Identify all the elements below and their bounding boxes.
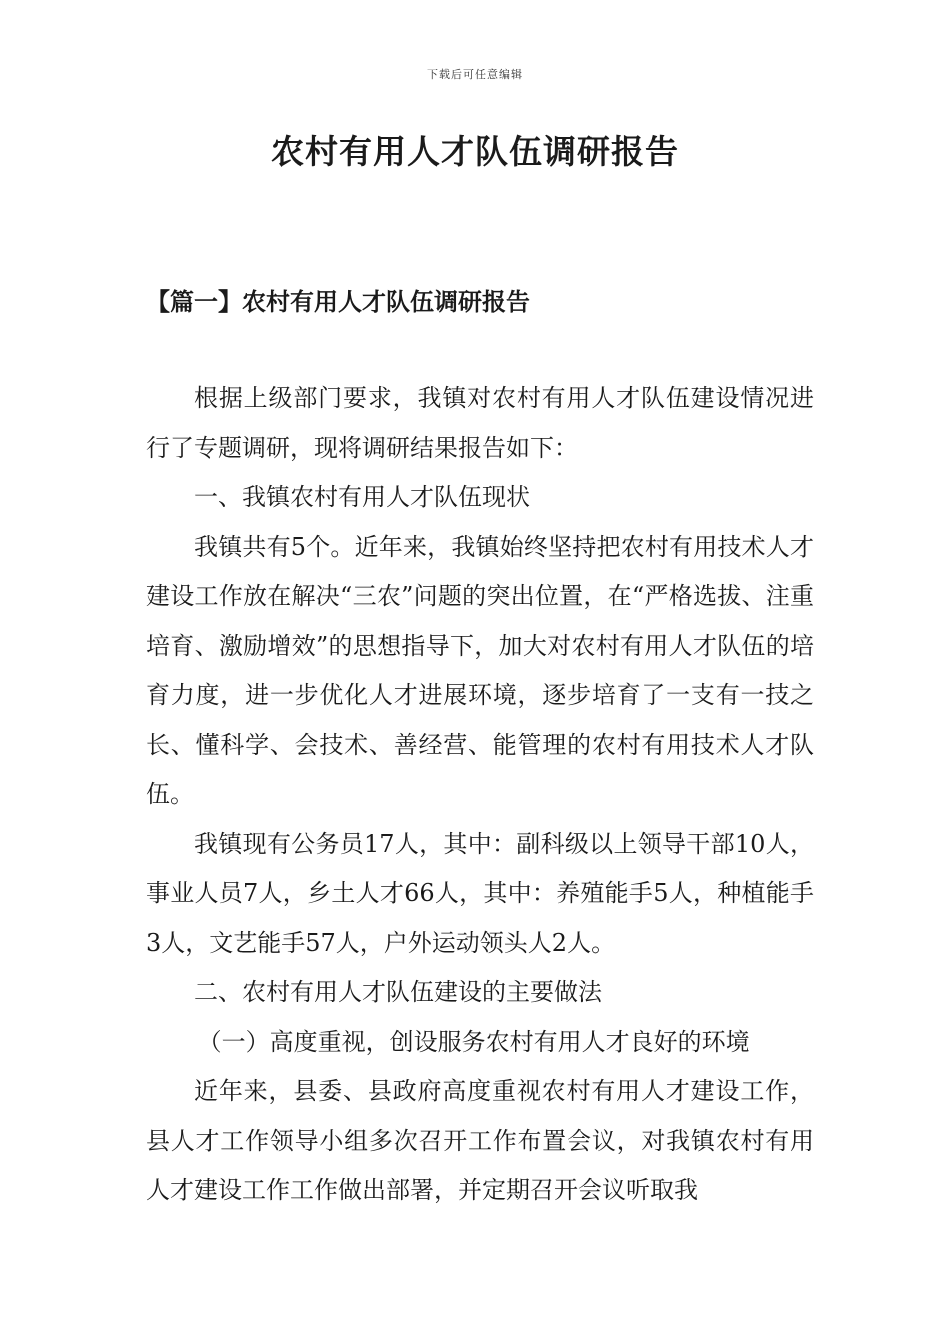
document-body [146, 374, 814, 1216]
paragraph-personnel-counts: 我镇现有公务员17人，其中：副科级以上领导干部10人，事业人员7人，乡土人才66人，其中：养殖能手5人，种植能手3人，文艺能手57人，户外运动领头人2人。 [146, 829, 814, 957]
paragraph-practice-one: 近年来，县委、县政府高度重视农村有用人才建设工作，县人才工作领导小组多次召开工作布置会议，对我镇农村有用人才建设工作工作做出部署，并定期召开会议听取我 [146, 1077, 814, 1204]
paragraph-status-overview: 我镇共有5个。近年来，我镇始终坚持把农村有用技术人才建设工作放在解决“三农”问题的突出位置，在“严格选拔、注重培育、激励增效”的思想指导下，加大对农村有用人才队伍的培育力度，进一步优化人才进展环境，逐步培育了一支有一技之长、懂科学、会技术、善经营、能管理的农村有用技术人才队伍。 [146, 532, 814, 808]
document-title: 农村有用人才队伍调研报告 [271, 132, 679, 171]
heading-main-practices: 二、农村有用人才队伍建设的主要做法 [194, 978, 602, 1006]
section-heading: 【篇一】农村有用人才队伍调研报告 [146, 287, 530, 316]
header-note: 下载后可任意编辑 [427, 68, 523, 81]
paragraph-intro: 根据上级部门要求，我镇对农村有用人才队伍建设情况进行了专题调研，现将调研结果报告如下： [146, 384, 814, 462]
subheading-practice-one: （一）高度重视，创设服务农村有用人才良好的环境 [197, 1027, 750, 1056]
heading-current-status: 一、我镇农村有用人才队伍现状 [194, 483, 530, 511]
